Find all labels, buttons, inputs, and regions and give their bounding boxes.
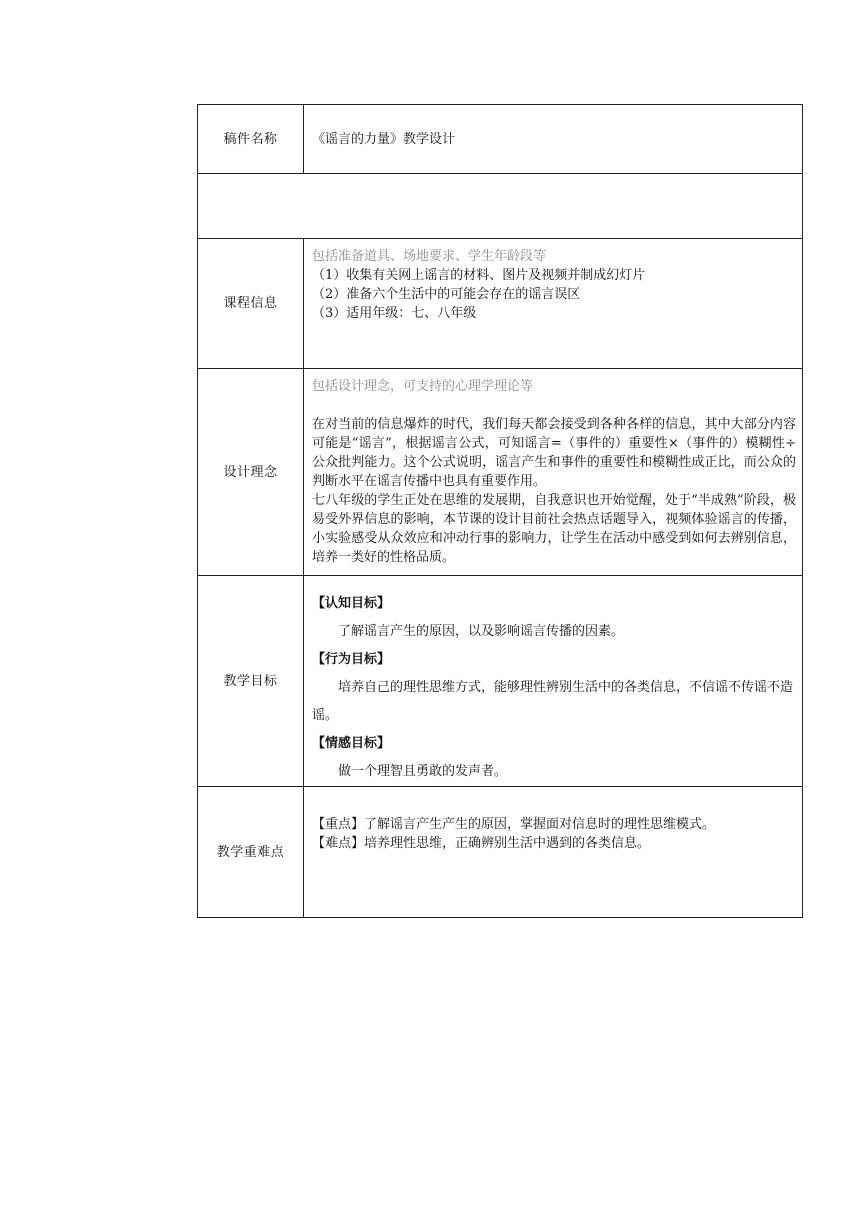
course-info-item-2: （2）准备六个生活中的可能会存在的谣言误区 bbox=[312, 287, 581, 302]
design-concept-paragraph-1: 在对当前的信息爆炸的时代，我们每天都会接受到各种各样的信息，其中大部分内容可能是“谣言”，根据谣言公式，可知谣言=（事件的）重要性×（事件的）模糊性÷公众批判能力。这个公式说明，谣言产生和事件的重要性和模糊性成正比，而公众的判断水平在谣言传播中也具有重要作用。 bbox=[312, 417, 796, 489]
title-label: 稿件名称 bbox=[198, 105, 304, 174]
teaching-goals-content bbox=[304, 576, 803, 787]
empty-row bbox=[198, 174, 803, 239]
design-concept-row bbox=[198, 369, 803, 576]
teaching-goals-row bbox=[198, 576, 803, 787]
lesson-design-table bbox=[197, 104, 803, 918]
empty-cell bbox=[198, 174, 803, 239]
key-points-label: 教学重难点 bbox=[198, 787, 304, 918]
course-info-row bbox=[198, 239, 803, 369]
design-concept-content bbox=[304, 369, 803, 576]
spacer bbox=[312, 396, 796, 415]
design-concept-paragraph-2: 七八年级的学生正处在思维的发展期，自我意识也开始觉醒，处于“半成熟”阶段，极易受外界信息的影响，本节课的设计目前社会热点话题导入，视频体验谣言的传播，小实验感受从众效应和冲动行事的影响力，让学生在活动中感受到如何去辨别信息，培养一类好的性格品质。 bbox=[312, 493, 796, 565]
course-info-item-1: （1）收集有关网上谣言的材料、图片及视频并制成幻灯片 bbox=[312, 268, 646, 283]
key-points-row bbox=[198, 787, 803, 918]
key-points-content bbox=[304, 787, 803, 918]
design-concept-label: 设计理念 bbox=[198, 369, 304, 576]
course-info-content bbox=[304, 239, 803, 369]
key-point-text: 【重点】了解谣言产生产生的原因，掌握面对信息时的理性思维模式。 bbox=[312, 817, 716, 832]
title-value: 《谣言的力量》教学设计 bbox=[304, 105, 803, 174]
cognitive-goal-text: 了解谣言产生的原因，以及影响谣言传播的因素。 bbox=[338, 624, 625, 639]
emotion-goal-text: 做一个理智且勇敢的发声者。 bbox=[338, 764, 508, 779]
course-info-hint: 包括准备道具、场地要求、学生年龄段等 bbox=[312, 249, 547, 264]
design-concept-hint: 包括设计理念，可支持的心理学理论等 bbox=[312, 379, 534, 394]
emotion-goal-heading: 【情感目标】 bbox=[312, 736, 391, 751]
difficult-point-text: 【难点】培养理性思维，正确辨别生活中遇到的各类信息。 bbox=[312, 836, 651, 851]
course-info-item-3: （3）适用年级：七、八年级 bbox=[312, 306, 477, 321]
course-info-label: 课程信息 bbox=[198, 239, 304, 369]
behavior-goal-heading: 【行为目标】 bbox=[312, 652, 391, 667]
teaching-goals-label: 教学目标 bbox=[198, 576, 304, 787]
behavior-goal-text: 培养自己的理性思维方式，能够理性辨别生活中的各类信息，不信谣不传谣不造谣。 bbox=[312, 680, 794, 723]
cognitive-goal-heading: 【认知目标】 bbox=[312, 596, 391, 611]
title-row bbox=[198, 105, 803, 174]
